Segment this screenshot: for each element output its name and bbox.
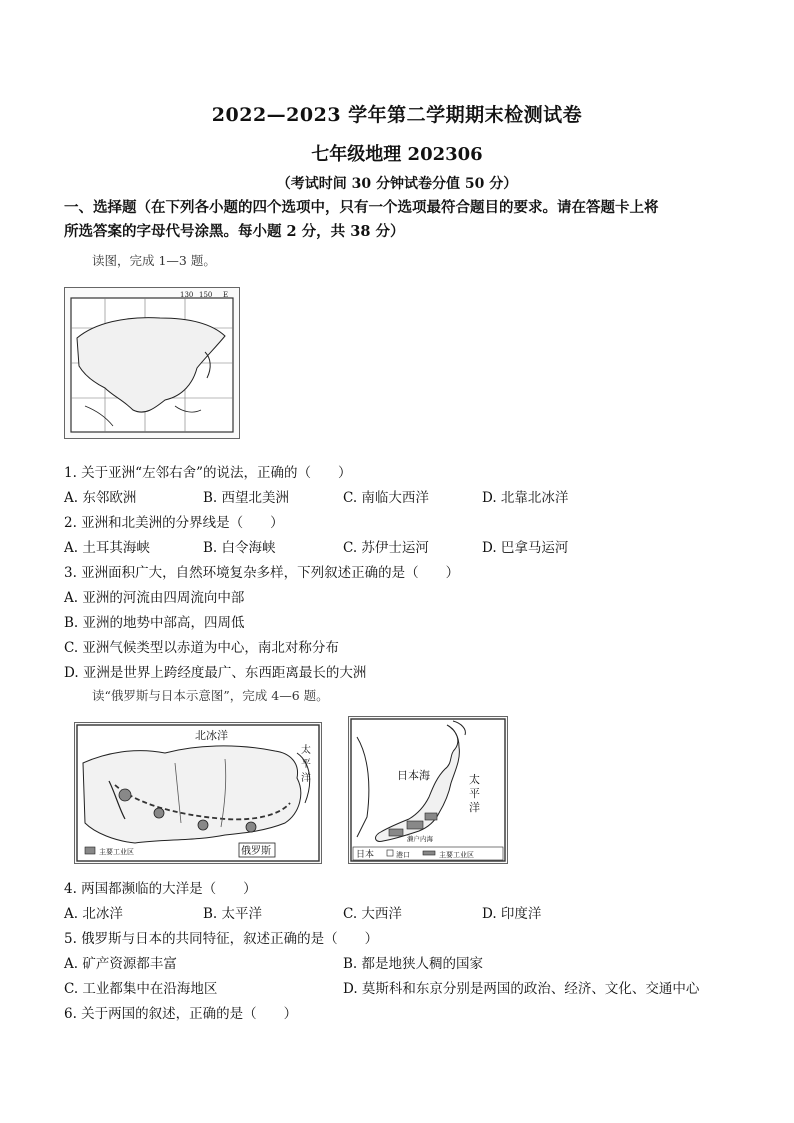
q2-option-a[interactable]: A. 土耳其海峡 [64,540,150,556]
port-legend-icon [387,850,393,856]
asia-map-drawing [65,288,239,438]
question-6-stem: 6. 关于两国的叙述，正确的是（ ） [64,1006,298,1022]
japan-map-drawing [349,717,507,863]
japan-map [348,716,508,864]
q5-option-c[interactable]: C. 工业都集中在沿海地区 [64,981,218,997]
q3-option-a[interactable]: A. 亚洲的河流由四周流向中部 [64,590,245,606]
q1-option-d[interactable]: D. 北靠北冰洋 [482,490,569,506]
q5-option-b[interactable]: B. 都是地狭人稠的国家 [343,956,484,972]
label-seto-inland-sea: 濑户内海 [407,835,433,843]
instruction-q1-3: 读图，完成 1—3 题。 [92,253,216,268]
label-japan: 日本 [356,850,375,860]
q5-option-d[interactable]: D. 莫斯科和东京分别是两国的政治、经济、文化、交通中心 [343,981,700,997]
question-1-stem: 1. 关于亚洲“左邻右舍”的说法，正确的（ ） [64,465,352,481]
question-3-stem: 3. 亚洲面积广大，自然环境复杂多样，下列叙述正确的是（ ） [64,565,460,581]
asia-map [64,287,240,439]
exam-title: 2022—2023 学年第二学期期末检测试卷 [211,104,583,126]
section-heading-line2: 所选答案的字母代号涂黑。每小题 2 分，共 38 分） [64,223,405,240]
label-jp-pacific-3: 洋 [469,801,480,814]
label-pacific-2: 平 [301,759,311,770]
question-5-stem: 5. 俄罗斯与日本的共同特征，叙述正确的是（ ） [64,931,379,947]
label-arctic-ocean: 北冰洋 [195,729,228,742]
section-heading-line1: 一、选择题（在下列各小题的四个选项中，只有一个选项最符合题目的要求。请在答题卡上将 [64,199,659,216]
q2-option-c[interactable]: C. 苏伊士运河 [343,540,429,556]
q3-option-d[interactable]: D. 亚洲是世界上跨经度最广、东西距离最长的大洲 [64,665,367,681]
lon-label-e: E [223,291,229,299]
q4-option-c[interactable]: C. 大西洋 [343,906,402,922]
q1-option-a[interactable]: A. 东邻欧洲 [64,490,137,506]
q3-option-b[interactable]: B. 亚洲的地势中部高，四周低 [64,615,245,631]
question-4-stem: 4. 两国都濒临的大洋是（ ） [64,881,257,897]
q4-option-a[interactable]: A. 北冰洋 [64,906,123,922]
label-pacific-3: 洋 [301,773,311,784]
lon-label-1: 130 [180,291,194,299]
q4-option-d[interactable]: D. 印度洋 [482,906,542,922]
q5-option-a[interactable]: A. 矿产资源都丰富 [64,956,177,972]
q2-option-d[interactable]: D. 巴拿马运河 [482,540,569,556]
q1-option-b[interactable]: B. 西望北美洲 [203,490,290,506]
label-pacific-1: 太 [301,745,311,756]
question-2-stem: 2. 亚洲和北美洲的分界线是（ ） [64,515,284,531]
q3-option-c[interactable]: C. 亚洲气候类型以赤道为中心，南北对称分布 [64,640,339,656]
label-jp-pacific-1: 太 [469,773,480,786]
legend-port: 港口 [396,851,410,859]
label-russia: 俄罗斯 [241,846,271,857]
q1-option-c[interactable]: C. 南临大西洋 [343,490,429,506]
russia-map-drawing [75,723,321,863]
russia-map [74,722,322,864]
q2-option-b[interactable]: B. 白令海峡 [203,540,276,556]
industry-legend-icon [423,851,435,855]
legend-industrial-area: 主要工业区 [99,848,134,856]
q4-option-b[interactable]: B. 太平洋 [203,906,263,922]
label-jp-pacific-2: 平 [469,787,480,800]
exam-subtitle: 七年级地理 202306 [311,144,483,165]
legend-jp-industrial: 主要工业区 [439,851,474,859]
exam-info: （考试时间 30 分钟试卷分值 50 分） [276,176,518,192]
instruction-q4-6: 读“俄罗斯与日本示意图”，完成 4—6 题。 [92,688,329,703]
label-sea-of-japan: 日本海 [397,769,430,782]
lon-label-2: 150 [199,291,213,299]
